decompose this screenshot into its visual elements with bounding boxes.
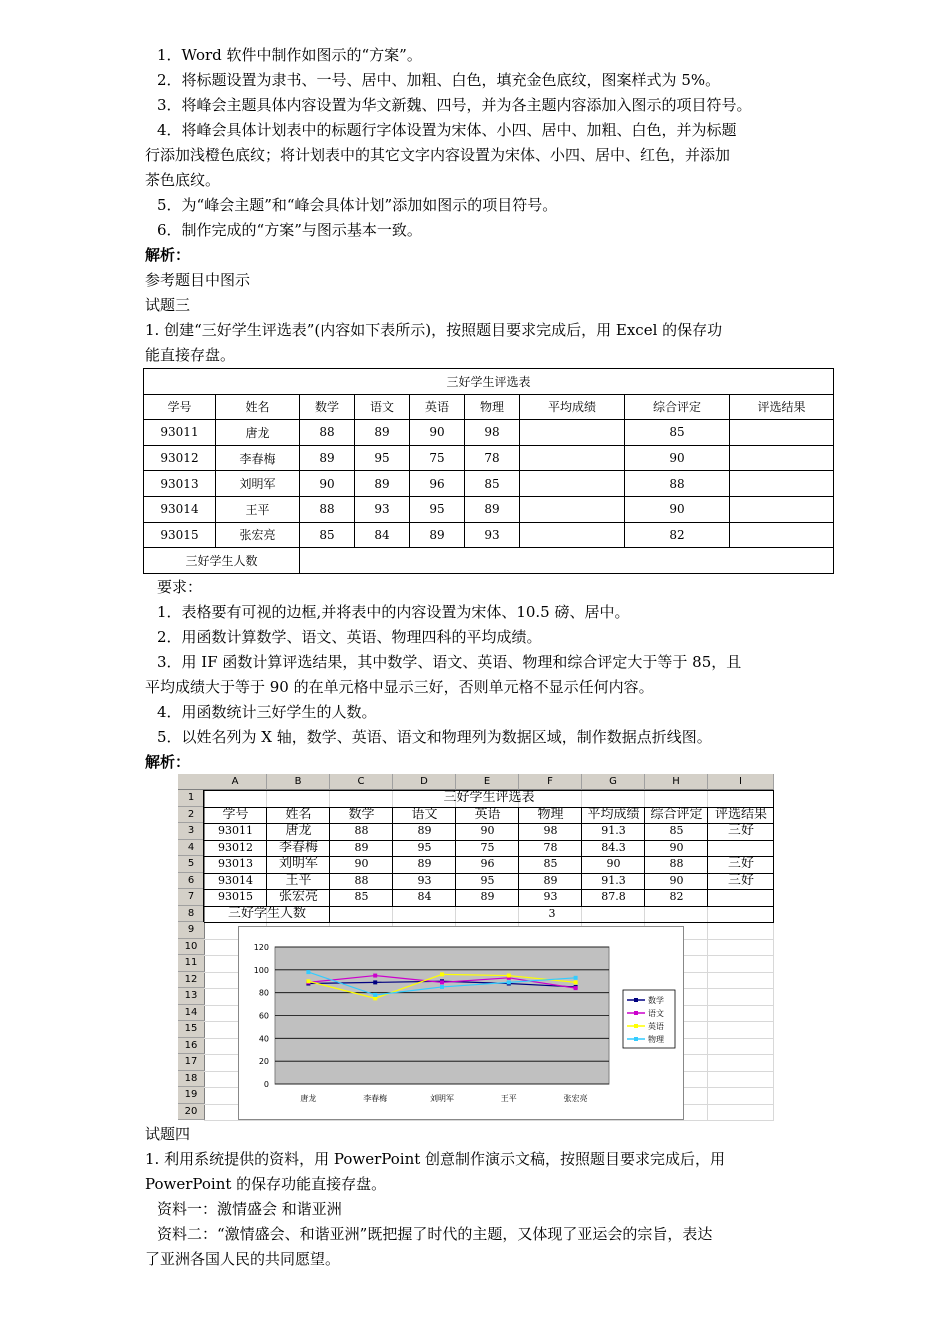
sheet-header-cell: 学号 (222, 806, 249, 822)
row-header: 17 (178, 1054, 205, 1071)
question-line-cont: 能直接存盘。 (145, 346, 236, 364)
row-header: 16 (178, 1038, 205, 1055)
table-cell: 93011 (144, 420, 216, 446)
data-point (507, 974, 511, 978)
row-header: 10 (178, 939, 205, 956)
table-footer-value (300, 548, 834, 574)
sheet-corner (178, 774, 205, 790)
line-chart (238, 926, 684, 1120)
table-header-cell: 数学 (300, 394, 355, 420)
column-header: G (582, 774, 645, 790)
table-cell (520, 496, 625, 522)
table-cell: 90 (300, 471, 355, 497)
row-header: 9 (178, 922, 205, 939)
table-header-cell: 物理 (465, 394, 520, 420)
data-point (373, 974, 377, 978)
sheet-cell: 三好 (727, 823, 754, 838)
table-cell: 唐龙 (216, 420, 300, 446)
sheet-cell: 89 (480, 890, 495, 903)
data-point (574, 976, 578, 980)
sheet-cell: 84 (417, 890, 432, 903)
sheet-header-cell: 姓名 (285, 806, 312, 822)
sheet-cell: 93 (417, 873, 432, 887)
row-header: 7 (178, 889, 205, 906)
x-tick-label: 唐龙 (300, 1094, 317, 1103)
requirement-item-cont: 平均成绩大于等于 90 的在单元格中显示三好，否则单元格不显示任何内容。 (145, 678, 654, 696)
sheet-cell: 88 (354, 873, 369, 887)
intro-item-5: 5．为“峰会主题”和“峰会具体计划”添加如图示的项目符号。 (157, 196, 558, 214)
sheet-header-cell: 语文 (411, 806, 438, 822)
sheet-cell: 89 (543, 873, 558, 887)
intro-item-4-cont: 行添加浅橙色底纹；将计划表中的其它文字内容设置为宋体、小四、居中、红色，并添加 (145, 146, 731, 164)
sheet-cell: 93011 (218, 824, 253, 837)
chart-canvas (239, 927, 683, 1119)
row-header: 11 (178, 955, 205, 972)
requirement-item: 4．用函数统计三好学生的人数。 (157, 703, 377, 721)
table-cell: 90 (625, 445, 730, 471)
table-cell (730, 471, 834, 497)
sheet-cell: 98 (543, 824, 558, 837)
sheet-cell: 89 (417, 824, 432, 837)
table-cell: 82 (625, 522, 730, 548)
table-header-row (144, 394, 834, 420)
sheet-cell: 93012 (218, 840, 253, 854)
sheet-header-cell: 综合评定 (650, 806, 703, 822)
table-cell: 95 (410, 496, 465, 522)
sheet-cell: 三好 (727, 856, 754, 871)
data-point (306, 979, 310, 983)
intro-item-4-cont2: 茶色底纹。 (145, 171, 221, 189)
table-title: 三好学生评选表 (144, 369, 834, 395)
legend-marker (634, 1037, 638, 1041)
intro-item-3: 3．将峰会主题具体内容设置为华文新魏、四号，并为各主题内容添加入图示的项目符号。 (157, 96, 752, 114)
row-header: 3 (178, 823, 205, 840)
sheet-cell: 李春梅 (278, 839, 318, 855)
table-border (204, 922, 774, 923)
x-tick-label: 刘明军 (430, 1094, 454, 1103)
data-point (574, 986, 578, 990)
data-point (306, 970, 310, 974)
sheet-cell: 90 (480, 824, 495, 837)
data-point (574, 980, 578, 984)
table-cell: 93013 (144, 471, 216, 497)
sheet-title: 三好学生评选表 (443, 790, 535, 805)
table-row (144, 445, 834, 471)
sheet-cell: 93015 (218, 890, 253, 903)
legend-label: 数学 (648, 996, 664, 1005)
row-header: 1 (178, 790, 205, 807)
data-point (373, 993, 377, 997)
table-cell: 85 (465, 471, 520, 497)
sheet-header-cell: 物理 (537, 806, 564, 822)
table-cell: 88 (300, 420, 355, 446)
sheet-cell (708, 840, 774, 857)
table-cell: 75 (410, 445, 465, 471)
table-cell (520, 445, 625, 471)
table-cell: 89 (465, 496, 520, 522)
table-cell: 98 (465, 420, 520, 446)
row-header: 13 (178, 988, 205, 1005)
sheet-count-label: 三好学生人数 (227, 905, 306, 921)
data-point (373, 980, 377, 984)
row-header: 14 (178, 1005, 205, 1022)
intro-item-1: 1．Word 软件中制作如图示的“方案”。 (157, 46, 422, 64)
table-cell: 89 (355, 420, 410, 446)
table-cell: 89 (355, 471, 410, 497)
column-header: B (267, 774, 330, 790)
section-title: 试题三 (145, 296, 191, 314)
table-cell: 78 (465, 445, 520, 471)
column-header: A (204, 774, 267, 790)
sheet-cell: 王平 (285, 872, 312, 888)
sheet-cell: 85 (543, 857, 558, 870)
requirement-item: 1．表格要有可视的边框,并将表中的内容设置为宋体、10.5 磅、居中。 (157, 603, 630, 621)
sheet-header-cell: 评选结果 (714, 806, 767, 822)
table-cell: 85 (625, 420, 730, 446)
sheet-cell: 89 (354, 840, 369, 854)
intro-item-6: 6．制作完成的“方案”与图示基本一致。 (157, 221, 422, 239)
sheet-cell: 89 (417, 857, 432, 870)
table-cell: 96 (410, 471, 465, 497)
sheet-cell: 刘明军 (278, 856, 318, 871)
table-row (144, 471, 834, 497)
sheet-cell: 唐龙 (285, 823, 312, 838)
y-tick-label: 80 (258, 988, 269, 998)
table-cell: 93015 (144, 522, 216, 548)
sheet-cell: 90 (669, 873, 684, 887)
table-row (144, 496, 834, 522)
sheet-cell: 82 (669, 890, 684, 903)
material-2-cont: 了亚洲各国人民的共同愿望。 (145, 1250, 341, 1268)
table-cell: 84 (355, 522, 410, 548)
intro-item-2: 2．将标题设置为隶书、一号、居中、加粗、白色，填充金色底纹，图案样式为 5%。 (157, 71, 721, 89)
question-line: 1. 创建“三好学生评选表”(内容如下表所示)，按照题目要求完成后，用 Excel 的保存功 (145, 321, 723, 339)
x-tick-label: 王平 (500, 1094, 517, 1103)
requirement-item: 5．以姓名列为 X 轴，数学、英语、语文和物理列为数据区域，制作数据点折线图。 (157, 728, 712, 746)
table-cell: 刘明军 (216, 471, 300, 497)
sheet-cell: 93 (543, 890, 558, 903)
material-1: 资料一：激情盛会 和谐亚洲 (157, 1200, 342, 1218)
sheet-header-cell: 英语 (474, 806, 501, 822)
excel-screenshot (178, 774, 774, 1120)
sheet-cell: 93014 (218, 873, 253, 887)
x-tick-label: 张宏亮 (563, 1094, 588, 1103)
y-tick-label: 120 (253, 943, 269, 952)
material-2: 资料二：“激情盛会、和谐亚洲”既把握了时代的主题，又体现了亚运会的宗旨，表达 (157, 1225, 713, 1243)
table-cell: 89 (300, 445, 355, 471)
row-header: 19 (178, 1087, 205, 1104)
sheet-cell: 84.3 (601, 840, 626, 854)
sheet-count-value: 3 (548, 906, 556, 920)
sheet-cell: 三好 (727, 872, 754, 888)
table-header-cell: 综合评定 (625, 394, 730, 420)
sheet-cell: 95 (480, 873, 495, 887)
sheet-header-cell: 数学 (348, 806, 375, 822)
sheet-cell: 96 (480, 857, 495, 870)
intro-item-4: 4．将峰会具体计划表中的标题行字体设置为宋体、小四、居中、加粗、白色，并为标题 (157, 121, 737, 139)
question-line-4-cont: PowerPoint 的保存功能直接存盘。 (145, 1175, 387, 1193)
sheet-cell: 88 (669, 857, 684, 870)
legend-label: 英语 (648, 1022, 664, 1031)
table-cell: 张宏亮 (216, 522, 300, 548)
sheet-cell: 90 (354, 857, 369, 870)
sheet-cell: 90 (669, 840, 684, 854)
sheet-cell: 75 (480, 840, 495, 854)
legend-marker (634, 1011, 638, 1015)
row-header: 18 (178, 1071, 205, 1088)
table-cell (730, 420, 834, 446)
table-cell: 王平 (216, 496, 300, 522)
requirement-item: 3．用 IF 函数计算评选结果，其中数学、语文、英语、物理和综合评定大于等于 85，且 (157, 653, 742, 671)
table-row (144, 522, 834, 548)
row-header: 15 (178, 1021, 205, 1038)
sheet-cell: 85 (354, 890, 369, 903)
sheet-cell: 90 (606, 857, 621, 870)
table-cell: 95 (355, 445, 410, 471)
y-tick-label: 40 (258, 1034, 269, 1044)
y-tick-label: 0 (263, 1080, 269, 1089)
sheet-cell: 93013 (218, 857, 253, 870)
table-cell: 88 (625, 471, 730, 497)
sheet-cell (708, 889, 774, 906)
column-header: E (456, 774, 519, 790)
table-cell: 93 (355, 496, 410, 522)
row-header: 20 (178, 1104, 205, 1121)
analysis-label-2: 解析： (145, 753, 191, 771)
table-cell: 李春梅 (216, 445, 300, 471)
data-point (440, 985, 444, 989)
row-header: 4 (178, 840, 205, 857)
table-header-cell: 评选结果 (730, 394, 834, 420)
y-tick-label: 60 (258, 1011, 269, 1021)
table-cell: 88 (300, 496, 355, 522)
table-cell (520, 522, 625, 548)
legend-marker (634, 1024, 638, 1028)
legend-label: 物理 (648, 1035, 664, 1044)
sheet-cell: 95 (417, 840, 432, 854)
table-footer-row (144, 548, 834, 574)
table-cell: 89 (410, 522, 465, 548)
sheet-header-cell: 平均成绩 (587, 806, 640, 822)
data-point (373, 996, 377, 1000)
table-cell (730, 496, 834, 522)
column-header: C (330, 774, 393, 790)
table-cell: 90 (625, 496, 730, 522)
row-header: 8 (178, 906, 205, 923)
table-cell (520, 471, 625, 497)
legend-marker (634, 998, 638, 1002)
reference-text: 参考题目中图示 (145, 271, 251, 289)
sheet-cell: 87.8 (601, 890, 626, 903)
y-tick-label: 20 (258, 1057, 269, 1067)
table-header-cell: 姓名 (216, 394, 300, 420)
sheet-cell: 91.3 (601, 824, 626, 837)
table-footer-label: 三好学生人数 (144, 548, 300, 574)
table-cell: 93012 (144, 445, 216, 471)
table-cell: 90 (410, 420, 465, 446)
requirement-item: 2．用函数计算数学、语文、英语、物理四科的平均成绩。 (157, 628, 542, 646)
table-cell (520, 420, 625, 446)
student-selection-table (143, 368, 834, 574)
data-point (440, 972, 444, 976)
table-cell (730, 522, 834, 548)
column-header: D (393, 774, 456, 790)
analysis-label: 解析： (145, 246, 191, 264)
row-header: 2 (178, 807, 205, 824)
data-point (440, 980, 444, 984)
sheet-cell: 88 (354, 824, 369, 837)
table-header-cell: 学号 (144, 394, 216, 420)
sheet-cell: 85 (669, 824, 684, 837)
column-header: H (645, 774, 708, 790)
table-cell: 93014 (144, 496, 216, 522)
sheet-cell: 张宏亮 (278, 889, 318, 904)
row-header: 5 (178, 856, 205, 873)
legend-label: 语文 (648, 1009, 664, 1018)
column-header: I (708, 774, 774, 790)
table-cell: 93 (465, 522, 520, 548)
table-cell (730, 445, 834, 471)
sheet-cell: 91.3 (601, 873, 626, 887)
table-header-cell: 英语 (410, 394, 465, 420)
row-header: 6 (178, 873, 205, 890)
y-tick-label: 100 (253, 965, 269, 975)
requirements-label: 要求： (157, 578, 203, 596)
table-header-cell: 语文 (355, 394, 410, 420)
table-cell: 85 (300, 522, 355, 548)
sheet-cell: 78 (543, 840, 558, 854)
column-header: F (519, 774, 582, 790)
table-row (144, 420, 834, 446)
data-point (507, 980, 511, 984)
section-title-4: 试题四 (145, 1125, 191, 1143)
question-line-4: 1. 利用系统提供的资料，用 PowerPoint 创意制作演示文稿，按照题目要求完成后，用 (145, 1150, 726, 1168)
table-header-cell: 平均成绩 (520, 394, 625, 420)
row-header: 12 (178, 972, 205, 989)
x-tick-label: 李春梅 (363, 1094, 388, 1103)
